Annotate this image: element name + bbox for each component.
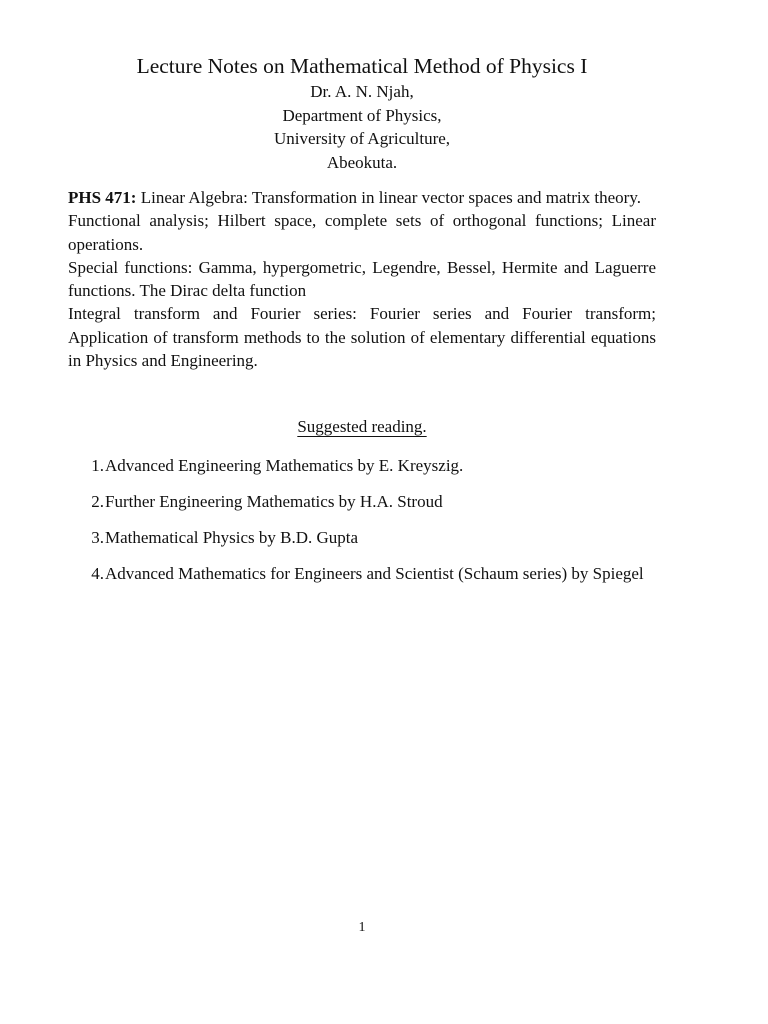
reading-list-item — [68, 526, 656, 549]
reading-list-item — [68, 454, 656, 477]
reading-item-number: 4. — [91, 563, 104, 583]
page-number: 1 — [358, 920, 366, 935]
reading-item-text: Advanced Engineering Mathematics by E. Kreyszig. — [105, 456, 464, 475]
reading-list-item — [68, 490, 656, 513]
reading-item-text: Mathematical Physics by B.D. Gupta — [105, 527, 359, 547]
university-name: University of Agriculture, — [273, 129, 451, 148]
reading-item-text: Further Engineering Mathematics by H.A. Stroud — [105, 491, 443, 511]
reading-list-item — [68, 562, 656, 585]
syllabus-paragraph-integral-transform: Integral transform and Fourier series: Fourier series and Fourier transform; Application of transform methods to the solution of elementary differential equations in Physics and Engineering. — [68, 304, 656, 371]
department-name: Department of Physics, — [282, 105, 442, 125]
reading-item-text: Advanced Mathematics for Engineers and Scientist (Schaum series) by Spiegel — [105, 563, 644, 583]
document-title: Lecture Notes on Mathematical Method of Physics I — [136, 54, 588, 78]
title-block — [68, 52, 656, 174]
reading-heading: Suggested reading. — [297, 417, 427, 436]
reading-item-number: 1. — [91, 456, 104, 475]
reading-heading-wrapper — [68, 415, 656, 438]
reading-item-number: 2. — [91, 491, 104, 511]
syllabus-paragraph-special-functions: Special functions: Gamma, hypergometric, Legendre, Bessel, Hermite and Laguerre functions. The Dirac delta function — [68, 257, 656, 301]
reading-list — [68, 454, 656, 598]
author-name: Dr. A. N. Njah, — [310, 82, 414, 101]
course-code: PHS 471: — [68, 188, 137, 207]
syllabus-section — [68, 186, 656, 372]
reading-item-number: 3. — [91, 527, 104, 547]
syllabus-paragraph-linear-algebra — [68, 186, 656, 209]
syllabus-text-linear-algebra: Linear Algebra: Transformation in linear vector spaces and matrix theory. — [136, 188, 641, 207]
syllabus-paragraph-functional-analysis: Functional analysis; Hilbert space, complete sets of orthogonal functions; Linear operations. — [68, 211, 656, 254]
city-name: Abeokuta. — [326, 152, 398, 172]
